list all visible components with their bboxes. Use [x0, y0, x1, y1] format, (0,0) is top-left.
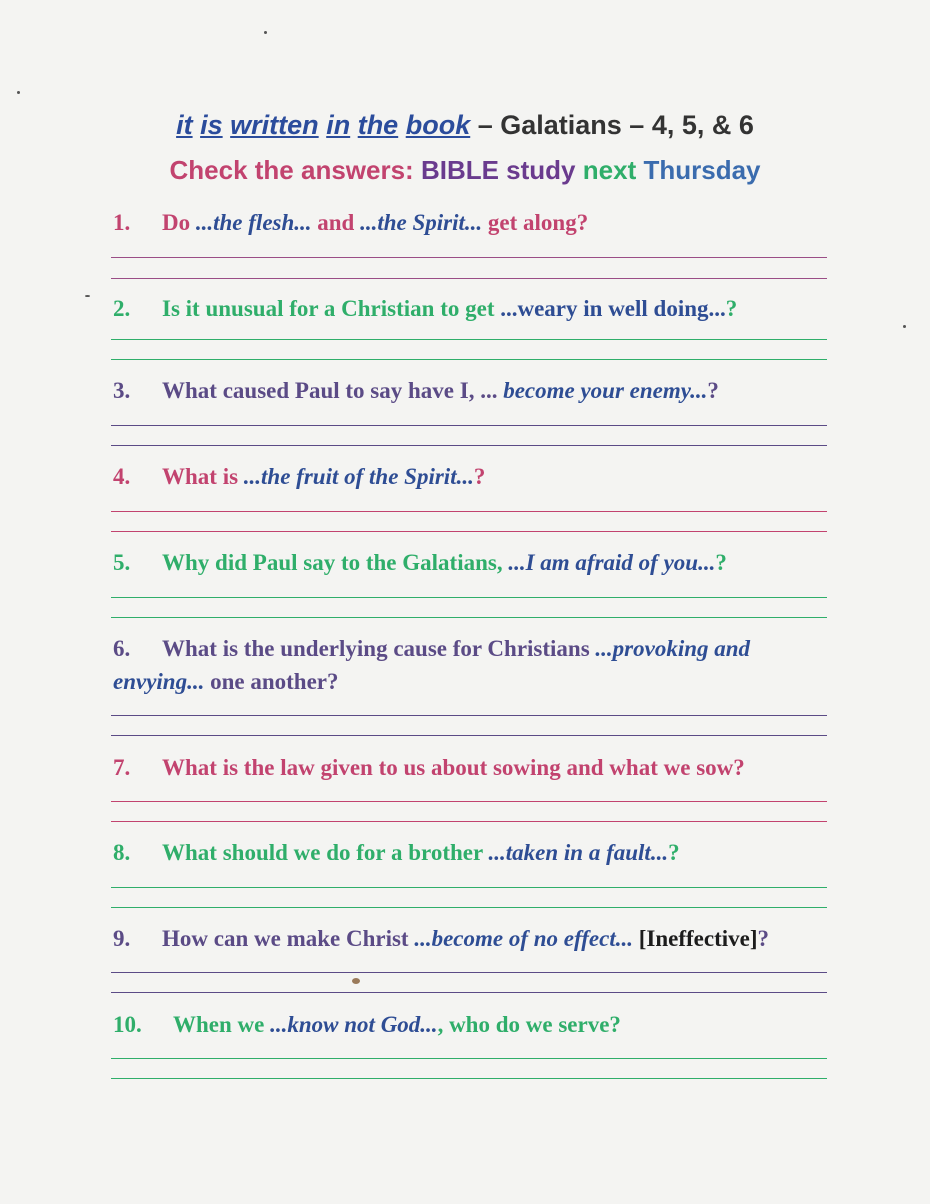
question-8	[113, 836, 833, 869]
answer-line[interactable]	[111, 425, 827, 426]
answer-line[interactable]	[111, 992, 827, 993]
answer-line[interactable]	[111, 359, 827, 360]
question-text: ?	[725, 296, 738, 321]
title-link-word: is	[200, 110, 223, 140]
answer-line[interactable]	[111, 735, 827, 736]
paper-speck	[264, 31, 267, 34]
question-text: When we	[173, 1012, 271, 1037]
question-text: ?	[473, 464, 486, 489]
paper-stain	[352, 978, 360, 984]
answer-line[interactable]	[111, 597, 827, 598]
answer-line[interactable]	[111, 1078, 827, 1079]
question-quote: ...the fruit of the Spirit...	[243, 464, 474, 489]
page-title	[0, 110, 930, 141]
question-text: What caused Paul to say have I, ...	[162, 378, 504, 403]
question-text: What should we do for a brother	[162, 840, 489, 865]
question-quote: become your enemy...	[503, 378, 708, 403]
title-book-reference: – Galatians – 4, 5, & 6	[477, 110, 754, 140]
question-2	[113, 292, 833, 325]
question-text: get along?	[482, 210, 589, 235]
question-number: 2.	[113, 296, 131, 321]
title-link-word: book	[405, 110, 471, 140]
question-10	[113, 1008, 833, 1041]
question-quote: ...the flesh...	[195, 210, 312, 235]
question-text: Why did Paul say to the Galatians,	[162, 550, 509, 575]
answer-line[interactable]	[111, 257, 827, 258]
question-text: ?	[715, 550, 727, 575]
title-link-word: it	[176, 110, 193, 140]
question-number: 8.	[113, 840, 131, 865]
answer-line[interactable]	[111, 278, 827, 279]
page-subtitle	[0, 155, 930, 186]
question-number: 1.	[113, 210, 131, 235]
question-text: What is	[162, 464, 244, 489]
title-link-word: in	[326, 110, 351, 140]
paper-speck	[17, 91, 20, 94]
question-text: How can we make Christ	[162, 926, 415, 951]
paper-speck	[903, 325, 906, 328]
answer-line[interactable]	[111, 801, 827, 802]
answer-line[interactable]	[111, 531, 827, 532]
question-text: What is the law given to us about sowing and what we sow?	[162, 755, 745, 780]
question-quote: envying...	[113, 669, 205, 694]
question-text: one another?	[204, 669, 339, 694]
question-quote: ...the Spirit...	[360, 210, 483, 235]
title-link-word: the	[357, 110, 399, 140]
answer-line[interactable]	[111, 715, 827, 716]
subtitle-next: next	[582, 155, 637, 185]
question-text: Do	[162, 210, 196, 235]
question-text: ?	[757, 926, 769, 951]
answer-line[interactable]	[111, 972, 827, 973]
question-quote: ...become of no effect...	[414, 926, 633, 951]
question-quote: ...taken in a fault...	[488, 840, 669, 865]
answer-line[interactable]	[111, 1058, 827, 1059]
question-number: 6.	[113, 636, 131, 661]
question-3	[113, 374, 833, 407]
question-text: and	[311, 210, 361, 235]
question-number: 3.	[113, 378, 131, 403]
answer-line[interactable]	[111, 907, 827, 908]
answer-line[interactable]	[111, 821, 827, 822]
question-quote: ...I am afraid of you...	[508, 550, 716, 575]
question-number: 4.	[113, 464, 131, 489]
question-4	[113, 460, 833, 493]
question-number: 7.	[113, 755, 131, 780]
question-6	[113, 632, 833, 698]
question-quote: ...know not God...	[270, 1012, 438, 1037]
subtitle-check: Check the answers:	[169, 155, 414, 185]
question-7	[113, 751, 833, 784]
answer-line[interactable]	[111, 339, 827, 340]
question-quote: ...weary in well doing...	[500, 296, 726, 321]
answer-line[interactable]	[111, 887, 827, 888]
question-number: 9.	[113, 926, 131, 951]
question-note: [Ineffective]	[638, 926, 758, 951]
answer-line[interactable]	[111, 445, 827, 446]
paper-speck	[85, 295, 90, 297]
answer-line[interactable]	[111, 511, 827, 512]
question-quote: ...provoking and	[595, 636, 751, 661]
question-text: , who do we serve?	[437, 1012, 621, 1037]
subtitle-bible-study: BIBLE study	[420, 155, 576, 185]
question-text: Is it unusual for a Christian to get	[162, 296, 501, 321]
question-text: ?	[668, 840, 680, 865]
title-link-word: written	[230, 110, 319, 140]
question-text: ?	[707, 378, 719, 403]
question-text: What is the underlying cause for Christians	[162, 636, 596, 661]
answer-line[interactable]	[111, 617, 827, 618]
question-number: 5.	[113, 550, 131, 575]
question-9	[113, 922, 833, 955]
subtitle-thursday: Thursday	[643, 155, 761, 185]
question-number: 10.	[113, 1012, 142, 1037]
question-1	[113, 206, 833, 239]
question-5	[113, 546, 833, 579]
